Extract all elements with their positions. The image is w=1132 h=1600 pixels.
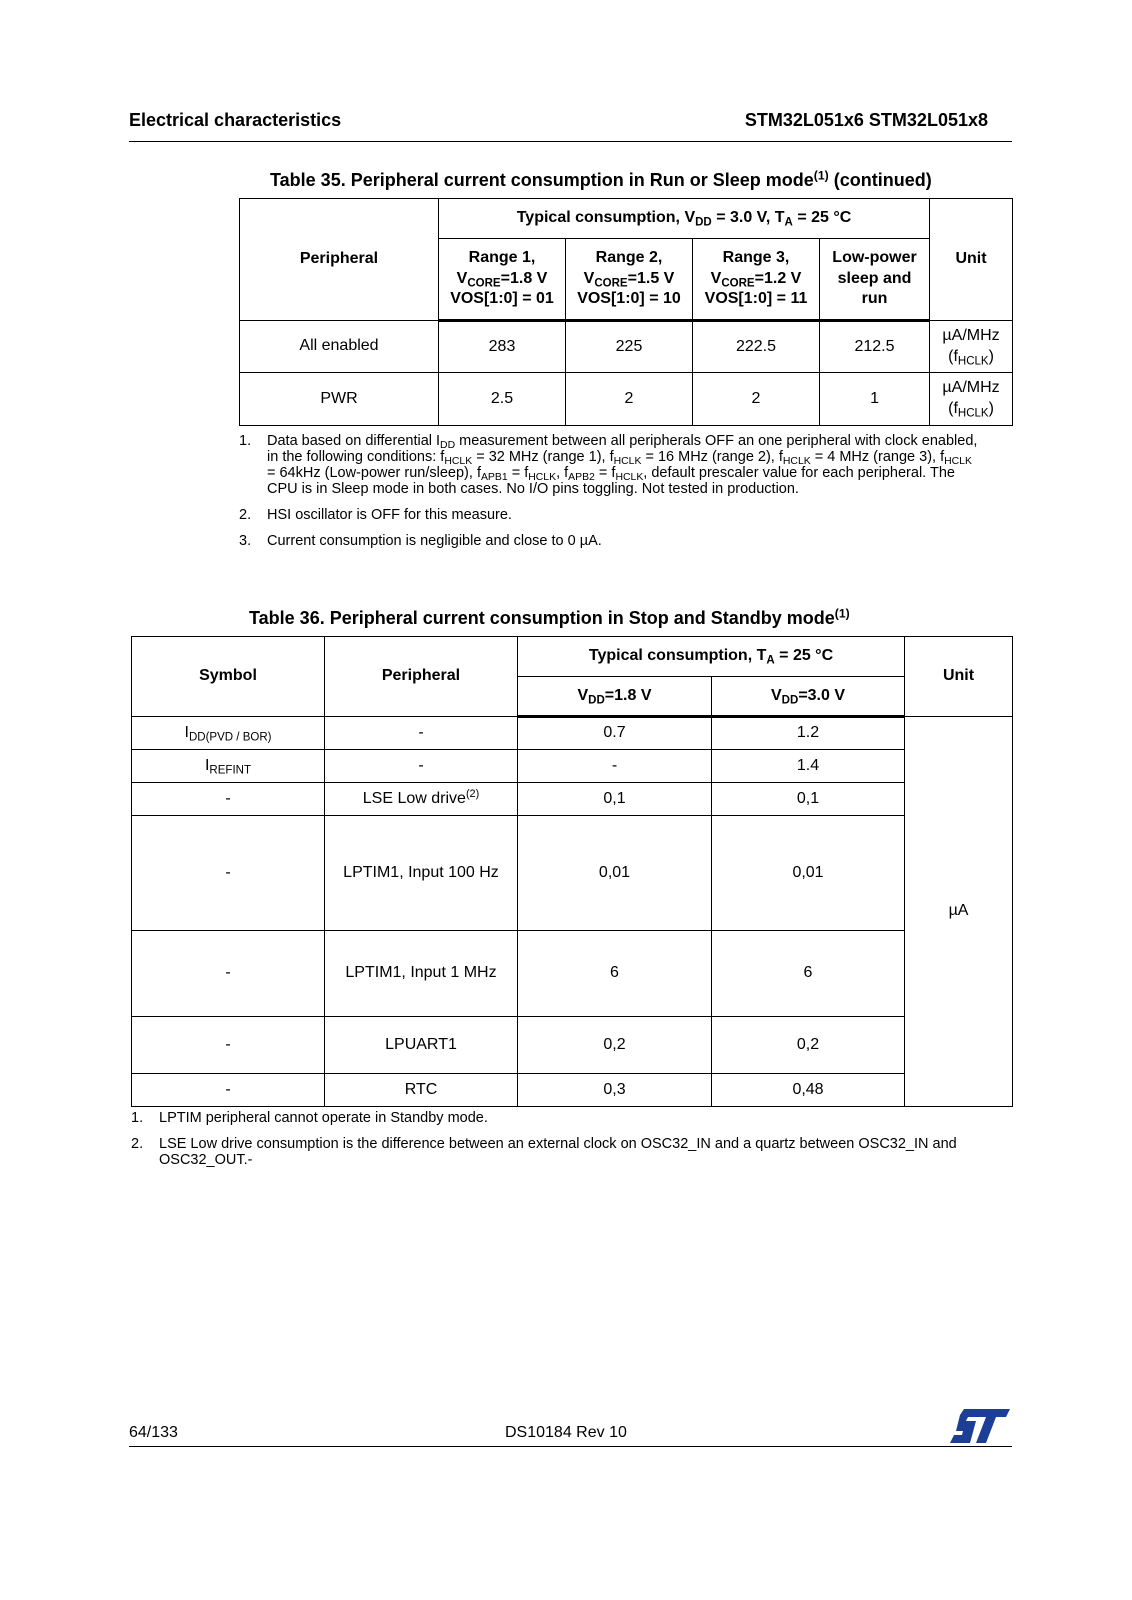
table36-header-unit: Unit xyxy=(905,637,1013,717)
table35-cell-lowpower: 212.5 xyxy=(820,321,930,373)
page-number: 64/133 xyxy=(129,1424,178,1441)
table35-cell-peripheral: PWR xyxy=(240,373,439,426)
table36-cell-symbol: - xyxy=(132,1017,325,1074)
table36-cell-vdd-3v0: 0,01 xyxy=(712,816,905,931)
table35-note-3: 3. Current consumption is negligible and close to 0 µA. xyxy=(239,532,602,549)
table36-cell-vdd-3v0: 1.4 xyxy=(712,750,905,783)
table36-cell-vdd-1v8: 0,1 xyxy=(518,783,712,816)
table36-cell-peripheral: LPUART1 xyxy=(325,1017,518,1074)
header-rule xyxy=(129,141,1012,142)
table36-cell-vdd-3v0: 0,2 xyxy=(712,1017,905,1074)
table36-cell-peripheral: LPTIM1, Input 100 Hz xyxy=(325,816,518,931)
table36-caption: Table 36. Peripheral current consumption in Stop and Standby mode$^{(1)}$ xyxy=(249,606,850,628)
table36-cell-vdd-3v0: 6 xyxy=(712,931,905,1017)
table36-header-peripheral: Peripheral xyxy=(325,637,518,717)
table36-header-symbol: Symbol xyxy=(132,637,325,717)
table35-header-range3: Range 3, $V_{CORE}=1.2$ V VOS[1:0] = 11 xyxy=(693,239,820,321)
table35-cell-unit: µA/MHz $(f_{HCLK})$ xyxy=(930,321,1013,373)
table-row xyxy=(132,783,1013,816)
table36-note-1: 1. LPTIM peripheral cannot operate in Standby mode. xyxy=(131,1110,488,1126)
table36-cell-peripheral: LPTIM1, Input 1 MHz xyxy=(325,931,518,1017)
table36-cell-vdd-3v0: 0,48 xyxy=(712,1074,905,1107)
table35 xyxy=(239,198,1013,426)
table36-header-vdd-1v8: $V_{DD}=1.8$ V xyxy=(518,677,712,717)
table36-cell-symbol: - xyxy=(132,783,325,816)
table35-header-lowpower: Low-power sleep and run xyxy=(820,239,930,321)
table35-note-1: 1. Data based on differential $I_{DD}$ measurement between all peripherals OFF an one peripheral with clock enabled, in the following conditions: $f_{HCLK} = 32$ MHz (range 1), $f_{HCLK} = 16$ MHz (range 2), $f_{HCLK} = 4$ MHz (range 3), $f_{HCLK} = 64kHz$ (Low-power run/sleep), $f_{APB1} = f_{HCLK}$, $f_{APB2} = f_{HCLK}$, default prescaler value for each peripheral. The CPU is in Sleep mode in both cases. No I/O pins toggling. Not tested in production. xyxy=(239,433,978,497)
table-row xyxy=(132,1017,1013,1074)
table36-cell-peripheral: LSE Low drive$^{(2)}$ xyxy=(325,783,518,816)
table36-notes xyxy=(131,1111,991,1179)
table35-note-2: 2. HSI oscillator is OFF for this measure. xyxy=(239,506,512,523)
table36-cell-vdd-1v8: 0.7 xyxy=(518,717,712,750)
table-row xyxy=(132,816,1013,931)
table-row xyxy=(132,717,1013,750)
table-row xyxy=(132,750,1013,783)
table35-header-peripheral: Peripheral xyxy=(240,199,439,321)
table36-cell-symbol: $I_{REFINT}$ xyxy=(132,750,325,783)
footer-rule xyxy=(129,1446,1012,1447)
table35-header-unit: Unit xyxy=(930,199,1013,321)
table-row xyxy=(240,373,1013,426)
table36-cell-peripheral: - xyxy=(325,717,518,750)
table35-notes xyxy=(239,434,984,560)
table35-header-range1: Range 1, $V_{CORE}=1.8$ V VOS[1:0] = 01 xyxy=(439,239,566,321)
table35-cell-range2: 225 xyxy=(566,321,693,373)
document-revision: DS10184 Rev 10 xyxy=(505,1424,627,1441)
table36-cell-symbol: - xyxy=(132,816,325,931)
table36-cell-vdd-1v8: 0,2 xyxy=(518,1017,712,1074)
table36-cell-vdd-3v0: 1.2 xyxy=(712,717,905,750)
table35-header-range2: Range 2, $V_{CORE}=1.5$ V VOS[1:0] = 10 xyxy=(566,239,693,321)
table36-cell-peripheral: - xyxy=(325,750,518,783)
table36-header-vdd-3v0: $V_{DD}=3.0$ V xyxy=(712,677,905,717)
table35-cell-range1: 2.5 xyxy=(439,373,566,426)
table36-cell-vdd-1v8: - xyxy=(518,750,712,783)
table35-cell-range3: 2 xyxy=(693,373,820,426)
table35-cell-lowpower: 1 xyxy=(820,373,930,426)
table35-caption: Table 35. Peripheral current consumption in Run or Sleep mode$^{(1)}$ (continued) xyxy=(270,168,932,190)
table36-cell-peripheral: RTC xyxy=(325,1074,518,1107)
header-product-names: STM32L051x6 STM32L051x8 xyxy=(744,110,988,130)
table35-cell-unit: µA/MHz $(f_{HCLK})$ xyxy=(930,373,1013,426)
table35-cell-peripheral: All enabled xyxy=(240,321,439,373)
table36-header-typical: Typical consumption, $T_A = 25$ °C xyxy=(518,637,905,677)
table35-cell-range1: 283 xyxy=(439,321,566,373)
st-logo-icon xyxy=(950,1409,1010,1443)
table-row xyxy=(132,931,1013,1017)
table-row xyxy=(240,321,1013,373)
table36-note-2: 2. LSE Low drive consumption is the difference between an external clock on OSC32_IN and a quartz between OSC32_IN and OSC32_OUT.- xyxy=(131,1135,957,1168)
table36 xyxy=(131,636,1013,1107)
table35-cell-range2: 2 xyxy=(566,373,693,426)
table35-cell-range3: 222.5 xyxy=(693,321,820,373)
table36-cell-vdd-1v8: 0,3 xyxy=(518,1074,712,1107)
table36-cell-vdd-1v8: 0,01 xyxy=(518,816,712,931)
header-section-title: Electrical characteristics xyxy=(129,110,342,130)
table36-cell-vdd-1v8: 6 xyxy=(518,931,712,1017)
table36-cell-symbol: - xyxy=(132,931,325,1017)
table36-cell-unit: µA xyxy=(905,717,1013,1107)
table36-cell-symbol: - xyxy=(132,1074,325,1107)
table-row xyxy=(132,1074,1013,1107)
table36-cell-vdd-3v0: 0,1 xyxy=(712,783,905,816)
table36-cell-symbol: $I_{DD(PVD / BOR)}$ xyxy=(132,717,325,750)
table35-header-typical: Typical consumption, $V_{DD} = 3.0$ V, $T_A = 25$ °C xyxy=(439,199,930,239)
